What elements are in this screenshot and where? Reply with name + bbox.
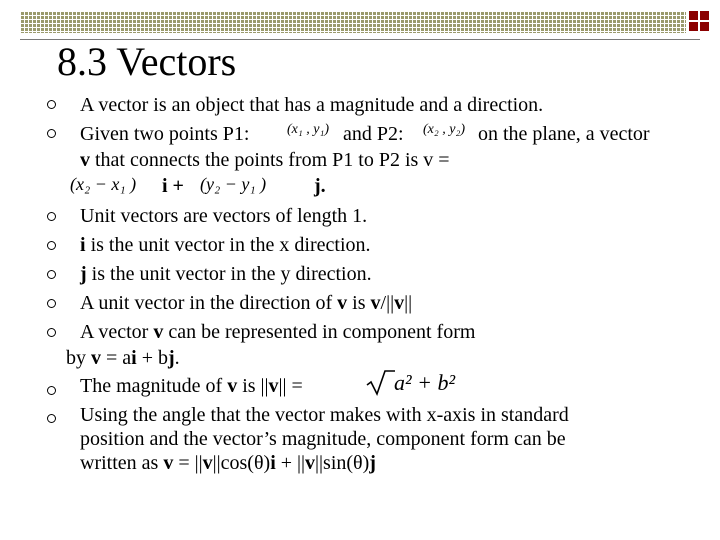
vector-v-bold: v (163, 452, 174, 474)
corner-square-1 (689, 11, 698, 20)
text-span: is the unit vector in the x direction. (85, 234, 371, 256)
text-span: written as (80, 452, 164, 474)
bullet-icon (47, 328, 56, 337)
text-span: = || (173, 452, 203, 474)
bullet-icon (47, 100, 56, 109)
text-span: is the unit vector in the y direction. (86, 263, 372, 285)
bullet-text-component-form-cont (66, 346, 180, 370)
vector-v-bold: v (268, 375, 279, 397)
text-span: is || (237, 375, 269, 397)
bullet-text-component-form (80, 320, 475, 344)
bullet-icon (47, 241, 56, 250)
text-span: A unit vector in the direction of (80, 292, 338, 314)
text-span: that connects the points from P1 to P2 is v = (90, 149, 450, 171)
unit-i-term: i + (162, 175, 184, 197)
bullet-icon (47, 129, 56, 138)
formula-magnitude: a² + b² (394, 370, 456, 395)
bullet-icon (47, 386, 56, 395)
bullet-text-j (80, 262, 372, 286)
corner-square-2 (700, 11, 709, 20)
text-span: + b (136, 347, 168, 369)
text-span: . (174, 347, 180, 369)
formula-p1: (x₁ , y₁) (287, 122, 329, 137)
text-span: || = (278, 375, 303, 397)
bullet-icon (47, 299, 56, 308)
bullet-text-unit-vectors: Unit vectors are vectors of length 1. (80, 205, 368, 227)
text-span: /|| (380, 292, 395, 314)
bullet-text-angle-2: position and the vector’s magnitude, component form can be (80, 428, 566, 450)
text-span: || (404, 292, 413, 314)
unit-j: j (80, 263, 87, 285)
vector-v-bold: v (227, 375, 238, 397)
text-span: ||sin(θ) (315, 452, 370, 474)
formula-p2: (x₂ , y₂) (423, 122, 465, 137)
vector-v-bold: v (153, 321, 164, 343)
vector-v-bold: v (394, 292, 405, 314)
formula-y-difference: (y₂ − y₁ ) (200, 174, 267, 194)
square-root-symbol (366, 368, 396, 398)
unit-j-term: j. (314, 175, 326, 197)
text-span: + || (275, 452, 306, 474)
vector-v-bold: v (80, 149, 90, 171)
vector-v-bold: v (305, 452, 316, 474)
bullet-icon (47, 270, 56, 279)
bullet-text-unit-direction (80, 291, 412, 315)
bullet-text-definition: A vector is an object that has a magnitude and a direction. (80, 94, 544, 116)
slide-title: 8.3 Vectors (57, 39, 237, 84)
unit-i: i (131, 347, 137, 369)
bullet-text-points-c: on the plane, a vector (478, 123, 650, 145)
text-span: = a (101, 347, 132, 369)
bullet-icon (47, 212, 56, 221)
text-span: by (66, 347, 91, 369)
bullet-text-magnitude (80, 374, 303, 398)
vector-v-bold: v (91, 347, 101, 369)
header-grid-pattern (20, 11, 686, 33)
header-decoration (20, 11, 686, 33)
vector-v-bold: v (202, 452, 213, 474)
unit-i: i (80, 234, 86, 256)
text-span: ||cos(θ) (212, 452, 271, 474)
bullet-text-angle-1: Using the angle that the vector makes with x-axis in standard (80, 404, 569, 426)
text-span: A vector (80, 321, 154, 343)
text-span: The magnitude of (80, 375, 228, 397)
formula-x-difference: (x₂ − x₁ ) (70, 174, 137, 194)
vector-v-bold: v (370, 292, 381, 314)
bullet-text-points-b: and P2: (343, 123, 404, 145)
unit-j: j (369, 452, 376, 474)
bullet-icon (47, 414, 56, 423)
unit-j: j (168, 347, 175, 369)
bullet-text-points-d (80, 148, 450, 172)
vector-v-bold: v (337, 292, 348, 314)
bullet-text-points-a: Given two points P1: (80, 123, 250, 145)
unit-i: i (270, 452, 276, 474)
corner-square-4 (700, 22, 709, 31)
text-span: can be represented in component form (163, 321, 476, 343)
bullet-text-angle-3 (80, 451, 376, 475)
text-span: is (347, 292, 371, 314)
bullet-text-i (80, 233, 371, 257)
corner-square-3 (689, 22, 698, 31)
